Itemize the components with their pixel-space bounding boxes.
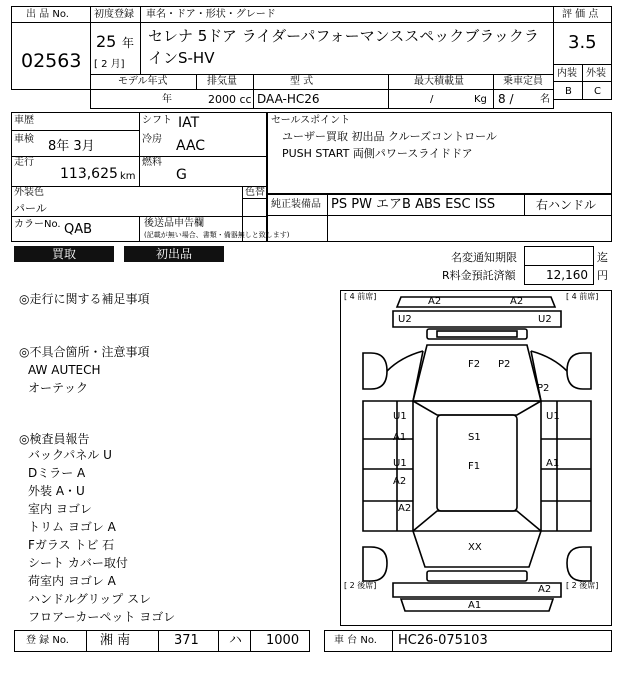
displacement-value: 2000 cc — [208, 93, 252, 106]
defects-line: オーテック — [28, 381, 89, 395]
mark-front-lower-right: U2 — [538, 314, 552, 325]
fuel-value: G — [176, 167, 187, 183]
mark-front-bumper-right: A2 — [510, 296, 524, 307]
recycle-value: 12,160 — [546, 268, 588, 282]
inspector-line: バックパネル U — [28, 448, 112, 462]
mark-roof-rear: F1 — [468, 461, 481, 472]
exterior-label: 外装 — [586, 68, 606, 79]
notice-value-box — [524, 246, 594, 266]
year-unit: 年 — [122, 36, 135, 50]
lot-label: 出 品 No. — [26, 9, 69, 20]
mark-roof: S1 — [468, 432, 481, 443]
color-change-label: 色替 — [245, 187, 265, 198]
car-outline-drawing — [341, 291, 613, 627]
inspector-line: ハンドルグリップ スレ — [28, 592, 152, 606]
lot-number: 02563 — [21, 50, 82, 72]
reg-label: 登 録 No. — [26, 635, 69, 646]
inspector-line: Dミラー A — [28, 466, 86, 480]
displacement-label: 排気量 — [207, 76, 237, 87]
mark-left-door1-lower: A1 — [393, 432, 407, 443]
mileage-unit: km — [120, 171, 136, 182]
mileage-label: 走行 — [14, 157, 34, 168]
mileage-value: 113,625 — [60, 166, 118, 182]
mark-rear-bumper: A2 — [538, 584, 552, 595]
mark-right-fender: P2 — [537, 383, 550, 394]
empty-equipment-row — [267, 215, 612, 242]
inspector-line: 室内 ヨゴレ — [28, 502, 92, 516]
mark-front-lower-left: U2 — [398, 314, 412, 325]
ext-color-value: パール — [14, 202, 47, 215]
aftermarket-label: 後送品申告欄 — [144, 218, 204, 229]
mark-left-door2-upper: U1 — [393, 458, 407, 469]
shift-value: IAT — [178, 115, 200, 131]
corner-label-tl: [ 4 前席] — [344, 292, 377, 301]
grade-label: 評 価 点 — [562, 9, 599, 20]
inspector-line: 荷室内 ヨゴレ A — [28, 574, 116, 588]
grade-value: 3.5 — [568, 32, 597, 53]
mark-hood-right: P2 — [498, 359, 511, 370]
inspection-value: 8年 3月 — [48, 139, 95, 154]
corner-label-br: [ 2 後席] — [566, 581, 599, 590]
load-unit: Kg — [474, 94, 487, 105]
fuel-label: 燃料 — [142, 157, 162, 168]
model-year-unit: 年 — [162, 94, 172, 105]
car-diagram — [340, 290, 612, 626]
mark-right-door2: A1 — [546, 458, 560, 469]
model-year-label: モデル年式 — [118, 76, 168, 87]
first-reg-year: 25 — [96, 32, 117, 51]
defects-line: AW AUTECH — [28, 363, 101, 377]
first-reg-month: [ 2 月] — [94, 59, 125, 70]
aftermarket-note: (記載が無い場合、書類・備器無しと致します) — [144, 231, 290, 239]
type-value: DAA-HC26 — [257, 92, 320, 106]
steering-value: 右ハンドル — [536, 198, 597, 212]
color-no-value: QAB — [64, 222, 93, 237]
recycle-unit: 円 — [597, 269, 608, 282]
tag-kaitori: 買取 — [14, 246, 114, 262]
reg-kana: ハ — [229, 633, 243, 648]
defects-title: ◎不具合箇所・注意事項 — [19, 345, 150, 359]
mark-front-bumper-left: A2 — [428, 296, 442, 307]
first-reg-label: 初度登録 — [94, 9, 134, 20]
load-label: 最大積載量 — [414, 76, 464, 87]
shift-label: シフト — [142, 115, 172, 126]
chassis-label: 車 台 No. — [334, 635, 377, 646]
capacity-label: 乗車定員 — [503, 76, 543, 87]
exterior-value: C — [594, 86, 601, 97]
chassis-value: HC26-075103 — [398, 633, 488, 648]
history-label: 車歴 — [14, 115, 34, 126]
inspector-line: フロアーカーペット ヨゴレ — [28, 610, 176, 624]
ext-color-label: 外装色 — [14, 187, 44, 198]
reg-number: 1000 — [266, 633, 300, 648]
mark-left-door1-upper: U1 — [393, 411, 407, 422]
corner-label-tr: [ 4 前席] — [566, 292, 599, 301]
inspector-line: トリム ヨゴレ A — [28, 520, 116, 534]
driving-title: ◎走行に関する補足事項 — [19, 292, 150, 306]
model-line-1: セレナ 5ドア ライダーパフォーマンススペックブラックラ — [148, 27, 539, 45]
model-label: 車名・ドア・形状・グレード — [146, 9, 276, 20]
inspector-title: ◎検査員報告 — [19, 432, 90, 446]
mark-rear-glass: XX — [468, 542, 482, 553]
notice-unit: 迄 — [597, 251, 608, 264]
ac-value: AAC — [176, 138, 206, 154]
mark-rear-lower: A1 — [468, 600, 482, 611]
tag-first-listing: 初出品 — [124, 246, 224, 262]
reg-region: 湘 南 — [100, 633, 131, 648]
model-line-2: インS-HV — [148, 49, 215, 67]
equipment-value: PS PW エアB ABS ESC ISS — [331, 197, 496, 212]
reg-class: 371 — [174, 633, 199, 648]
equipment-label: 純正装備品 — [271, 199, 321, 210]
sales-point-line-1: ユーザー買取 初出品 クルーズコントロール — [282, 130, 497, 143]
sales-point-line-2: PUSH START 両側パワースライドドア — [282, 147, 473, 160]
sales-point-label: セールスポイント — [271, 115, 351, 126]
inspection-label: 車検 — [14, 134, 34, 145]
inspector-line: Fガラス トビ 石 — [28, 538, 115, 552]
interior-label: 内装 — [557, 68, 577, 79]
color-no-label: カラーNo. — [14, 219, 61, 230]
recycle-label: R料金預託済額 — [442, 269, 516, 282]
type-label: 型 式 — [290, 76, 314, 87]
capacity-unit: 名 — [540, 94, 550, 105]
ac-label: 冷房 — [142, 134, 162, 145]
interior-value: B — [565, 86, 572, 97]
mark-left-door2-lower: A2 — [393, 476, 407, 487]
inspector-line: 外装 A・U — [28, 484, 85, 498]
inspector-line: シート カバー取付 — [28, 556, 128, 570]
mark-right-door1: U1 — [546, 411, 560, 422]
mark-hood-left: F2 — [468, 359, 481, 370]
corner-label-bl: [ 2 後席] — [344, 581, 377, 590]
mark-left-quarter: A2 — [398, 503, 412, 514]
notice-label: 名変通知期限 — [451, 251, 517, 264]
load-slash: / — [430, 94, 434, 105]
capacity-value: 8 / — [498, 92, 514, 106]
